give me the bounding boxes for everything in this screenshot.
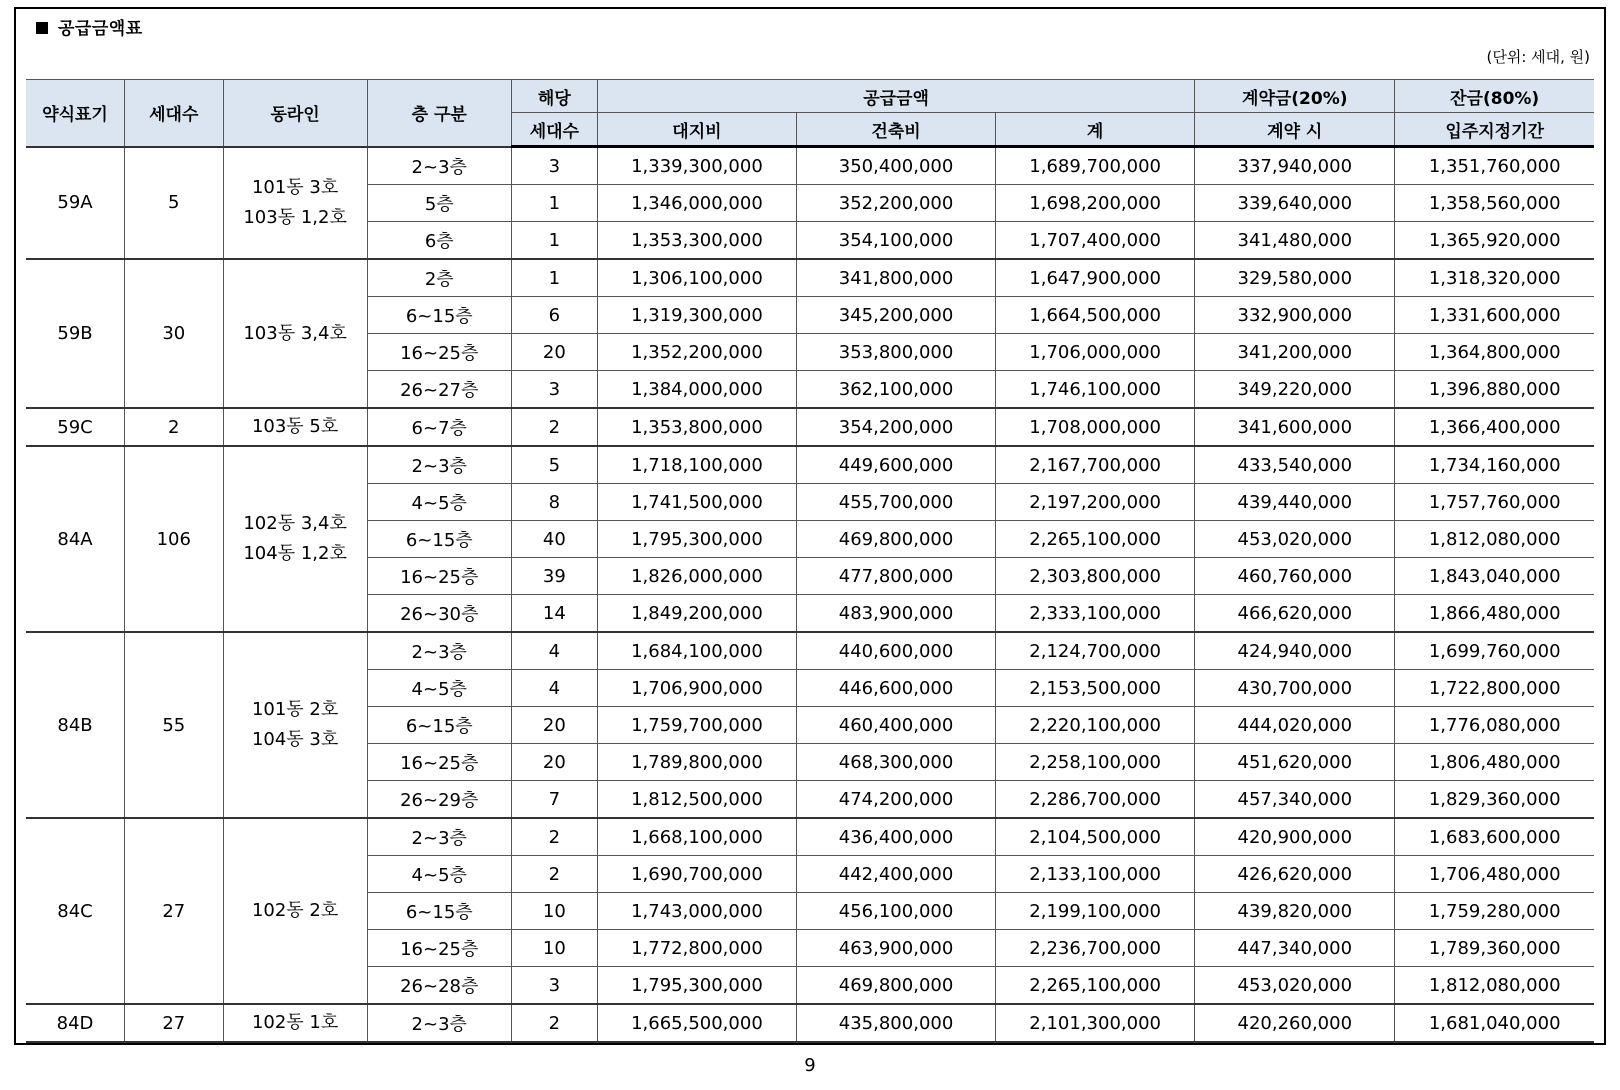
cell-building: 468,300,000 [796,744,995,781]
cell-land: 1,690,700,000 [597,856,796,893]
cell-households: 30 [125,259,224,408]
cell-floor: 6~15층 [367,297,511,334]
cell-balance: 1,366,400,000 [1395,408,1594,446]
cell-deposit: 466,620,000 [1195,595,1395,633]
square-bullet-icon [36,22,48,34]
cell-floor: 2~3층 [367,818,511,856]
cell-land: 1,352,200,000 [597,334,796,371]
cell-land: 1,826,000,000 [597,558,796,595]
cell-balance: 1,331,600,000 [1395,297,1594,334]
cell-floor: 26~28층 [367,967,511,1005]
cell-total: 2,199,100,000 [996,893,1195,930]
cell-balance: 1,759,280,000 [1395,893,1594,930]
cell-total: 2,104,500,000 [996,818,1195,856]
cell-floor: 16~25층 [367,744,511,781]
cell-count: 1 [511,222,597,260]
cell-deposit: 453,020,000 [1195,967,1395,1005]
cell-households: 5 [125,147,224,260]
cell-floor: 4~5층 [367,670,511,707]
header-supply: 공급금액 [597,80,1194,113]
cell-building: 354,200,000 [796,408,995,446]
cell-total: 2,101,300,000 [996,1004,1195,1042]
cell-deposit: 424,940,000 [1195,632,1395,670]
cell-balance: 1,699,760,000 [1395,632,1594,670]
header-deposit: 계약금(20%) [1195,80,1395,113]
cell-households: 55 [125,632,224,818]
cell-land: 1,795,300,000 [597,521,796,558]
cell-balance: 1,318,320,000 [1395,259,1594,297]
cell-building: 449,600,000 [796,446,995,484]
cell-building: 469,800,000 [796,521,995,558]
cell-count: 4 [511,632,597,670]
cell-count: 2 [511,856,597,893]
table-row [26,632,1594,670]
cell-land: 1,789,800,000 [597,744,796,781]
cell-deposit: 453,020,000 [1195,521,1395,558]
cell-land: 1,346,000,000 [597,185,796,222]
cell-balance: 1,757,760,000 [1395,484,1594,521]
cell-count: 1 [511,259,597,297]
header-count-bottom: 세대수 [511,113,597,147]
cell-land: 1,759,700,000 [597,707,796,744]
cell-total: 2,265,100,000 [996,967,1195,1005]
cell-land: 1,384,000,000 [597,371,796,409]
table-header [26,80,1594,147]
cell-deposit: 439,820,000 [1195,893,1395,930]
cell-floor: 2~3층 [367,147,511,185]
cell-building: 435,800,000 [796,1004,995,1042]
cell-building: 455,700,000 [796,484,995,521]
cell-count: 2 [511,1004,597,1042]
cell-total: 1,707,400,000 [996,222,1195,260]
cell-land: 1,306,100,000 [597,259,796,297]
cell-floor: 6~15층 [367,893,511,930]
cell-land: 1,353,800,000 [597,408,796,446]
line-entry: 104동 1,2호 [243,543,347,564]
cell-count: 2 [511,818,597,856]
cell-deposit: 339,640,000 [1195,185,1395,222]
cell-total: 1,746,100,000 [996,371,1195,409]
cell-building: 483,900,000 [796,595,995,633]
line-entry: 102동 3,4호 [243,513,347,534]
cell-building: 446,600,000 [796,670,995,707]
cell-balance: 1,681,040,000 [1395,1004,1594,1042]
cell-deposit: 457,340,000 [1195,781,1395,819]
cell-line [223,147,367,260]
cell-building: 474,200,000 [796,781,995,819]
cell-total: 2,333,100,000 [996,595,1195,633]
cell-land: 1,353,300,000 [597,222,796,260]
cell-building: 353,800,000 [796,334,995,371]
cell-building: 350,400,000 [796,147,995,185]
cell-deposit: 420,900,000 [1195,818,1395,856]
cell-floor: 16~25층 [367,558,511,595]
unit-note: (단위: 세대, 원) [1486,48,1590,66]
cell-floor: 6~15층 [367,707,511,744]
cell-deposit: 341,600,000 [1195,408,1395,446]
cell-deposit: 447,340,000 [1195,930,1395,967]
cell-count: 2 [511,408,597,446]
cell-line [223,408,367,446]
cell-deposit: 426,620,000 [1195,856,1395,893]
cell-type: 84D [26,1004,125,1042]
cell-balance: 1,734,160,000 [1395,446,1594,484]
cell-deposit: 349,220,000 [1195,371,1395,409]
header-line: 동라인 [223,80,367,147]
cell-building: 341,800,000 [796,259,995,297]
cell-line [223,818,367,1004]
cell-building: 477,800,000 [796,558,995,595]
table-row [26,147,1594,185]
cell-balance: 1,351,760,000 [1395,147,1594,185]
header-balance-sub: 입주지정기간 [1395,113,1594,147]
cell-count: 39 [511,558,597,595]
cell-type: 59C [26,408,125,446]
cell-land: 1,812,500,000 [597,781,796,819]
cell-land: 1,319,300,000 [597,297,796,334]
cell-building: 463,900,000 [796,930,995,967]
cell-deposit: 337,940,000 [1195,147,1395,185]
cell-floor: 16~25층 [367,334,511,371]
cell-total: 1,708,000,000 [996,408,1195,446]
cell-total: 2,265,100,000 [996,521,1195,558]
cell-balance: 1,866,480,000 [1395,595,1594,633]
cell-total: 1,706,000,000 [996,334,1195,371]
cell-count: 6 [511,297,597,334]
cell-floor: 26~29층 [367,781,511,819]
line-entry: 103동 5호 [251,416,339,437]
cell-line [223,259,367,408]
line-entry: 103동 1,2호 [243,206,347,228]
cell-total: 2,133,100,000 [996,856,1195,893]
line-entry: 102동 1호 [251,1012,339,1033]
cell-deposit: 420,260,000 [1195,1004,1395,1042]
cell-deposit: 451,620,000 [1195,744,1395,781]
cell-count: 14 [511,595,597,633]
cell-deposit: 341,480,000 [1195,222,1395,260]
cell-count: 1 [511,185,597,222]
cell-balance: 1,843,040,000 [1395,558,1594,595]
cell-total: 1,689,700,000 [996,147,1195,185]
line-entry: 101동 3호 [251,176,339,198]
cell-total: 2,167,700,000 [996,446,1195,484]
cell-count: 20 [511,707,597,744]
cell-total: 1,698,200,000 [996,185,1195,222]
cell-total: 2,124,700,000 [996,632,1195,670]
header-total: 계 [996,113,1195,147]
cell-building: 460,400,000 [796,707,995,744]
cell-households: 2 [125,408,224,446]
cell-building: 352,200,000 [796,185,995,222]
cell-land: 1,684,100,000 [597,632,796,670]
cell-floor: 2~3층 [367,446,511,484]
header-balance: 잔금(80%) [1395,80,1594,113]
cell-total: 2,236,700,000 [996,930,1195,967]
cell-balance: 1,812,080,000 [1395,521,1594,558]
table-row [26,446,1594,484]
cell-count: 3 [511,967,597,1005]
cell-land: 1,741,500,000 [597,484,796,521]
cell-deposit: 460,760,000 [1195,558,1395,595]
cell-count: 10 [511,893,597,930]
cell-balance: 1,722,800,000 [1395,670,1594,707]
cell-building: 469,800,000 [796,967,995,1005]
cell-balance: 1,365,920,000 [1395,222,1594,260]
page-number: 9 [804,1055,816,1076]
cell-land: 1,665,500,000 [597,1004,796,1042]
cell-floor: 26~30층 [367,595,511,633]
cell-balance: 1,789,360,000 [1395,930,1594,967]
cell-floor: 2층 [367,259,511,297]
cell-total: 2,303,800,000 [996,558,1195,595]
cell-balance: 1,776,080,000 [1395,707,1594,744]
supply-price-table [26,79,1594,1043]
cell-count: 10 [511,930,597,967]
cell-deposit: 332,900,000 [1195,297,1395,334]
table-row [26,259,1594,297]
table-row [26,408,1594,446]
cell-total: 2,258,100,000 [996,744,1195,781]
cell-floor: 5층 [367,185,511,222]
cell-land: 1,668,100,000 [597,818,796,856]
cell-households: 106 [125,446,224,632]
cell-type: 84B [26,632,125,818]
cell-building: 440,600,000 [796,632,995,670]
header-type: 약식표기 [26,80,125,147]
cell-balance: 1,396,880,000 [1395,371,1594,409]
cell-households: 27 [125,1004,224,1042]
cell-deposit: 444,020,000 [1195,707,1395,744]
cell-total: 1,647,900,000 [996,259,1195,297]
cell-balance: 1,812,080,000 [1395,967,1594,1005]
cell-land: 1,706,900,000 [597,670,796,707]
cell-balance: 1,364,800,000 [1395,334,1594,371]
line-entry: 104동 3호 [251,729,339,750]
cell-count: 5 [511,446,597,484]
cell-balance: 1,706,480,000 [1395,856,1594,893]
cell-floor: 6~7층 [367,408,511,446]
cell-deposit: 439,440,000 [1195,484,1395,521]
cell-floor: 16~25층 [367,930,511,967]
table-body [26,147,1594,1043]
cell-building: 456,100,000 [796,893,995,930]
line-entry: 101동 2호 [251,699,339,720]
header-building: 건축비 [796,113,995,147]
cell-balance: 1,358,560,000 [1395,185,1594,222]
cell-count: 7 [511,781,597,819]
cell-deposit: 341,200,000 [1195,334,1395,371]
cell-building: 436,400,000 [796,818,995,856]
cell-deposit: 433,540,000 [1195,446,1395,484]
cell-type: 84A [26,446,125,632]
page-title [36,14,143,39]
cell-count: 3 [511,147,597,185]
cell-land: 1,849,200,000 [597,595,796,633]
header-floor: 층 구분 [367,80,511,147]
cell-balance: 1,806,480,000 [1395,744,1594,781]
cell-floor: 2~3층 [367,632,511,670]
cell-land: 1,718,100,000 [597,446,796,484]
line-entry: 102동 2호 [251,900,339,921]
cell-floor: 4~5층 [367,484,511,521]
cell-line [223,1004,367,1042]
cell-line [223,632,367,818]
cell-total: 2,197,200,000 [996,484,1195,521]
cell-type: 84C [26,818,125,1004]
cell-floor: 6~15층 [367,521,511,558]
header-land: 대지비 [597,113,796,147]
cell-type: 59A [26,147,125,260]
cell-floor: 4~5층 [367,856,511,893]
cell-balance: 1,829,360,000 [1395,781,1594,819]
cell-total: 2,220,100,000 [996,707,1195,744]
header-count-top: 해당 [511,80,597,113]
cell-count: 20 [511,744,597,781]
cell-land: 1,795,300,000 [597,967,796,1005]
table-row [26,818,1594,856]
cell-total: 2,153,500,000 [996,670,1195,707]
cell-count: 40 [511,521,597,558]
cell-building: 442,400,000 [796,856,995,893]
cell-deposit: 329,580,000 [1195,259,1395,297]
cell-count: 20 [511,334,597,371]
cell-deposit: 430,700,000 [1195,670,1395,707]
header-deposit-sub: 계약 시 [1195,113,1395,147]
cell-count: 8 [511,484,597,521]
cell-balance: 1,683,600,000 [1395,818,1594,856]
line-entry: 103동 3,4호 [243,322,347,344]
cell-type: 59B [26,259,125,408]
cell-households: 27 [125,818,224,1004]
cell-land: 1,743,000,000 [597,893,796,930]
cell-line [223,446,367,632]
cell-building: 354,100,000 [796,222,995,260]
cell-total: 2,286,700,000 [996,781,1195,819]
cell-count: 3 [511,371,597,409]
cell-land: 1,772,800,000 [597,930,796,967]
cell-floor: 6층 [367,222,511,260]
page-title-text: 공급금액표 [58,19,143,39]
header-households: 세대수 [125,80,224,147]
cell-building: 345,200,000 [796,297,995,334]
table-row [26,1004,1594,1042]
cell-count: 4 [511,670,597,707]
cell-floor: 2~3층 [367,1004,511,1042]
cell-floor: 26~27층 [367,371,511,409]
cell-total: 1,664,500,000 [996,297,1195,334]
cell-land: 1,339,300,000 [597,147,796,185]
cell-building: 362,100,000 [796,371,995,409]
